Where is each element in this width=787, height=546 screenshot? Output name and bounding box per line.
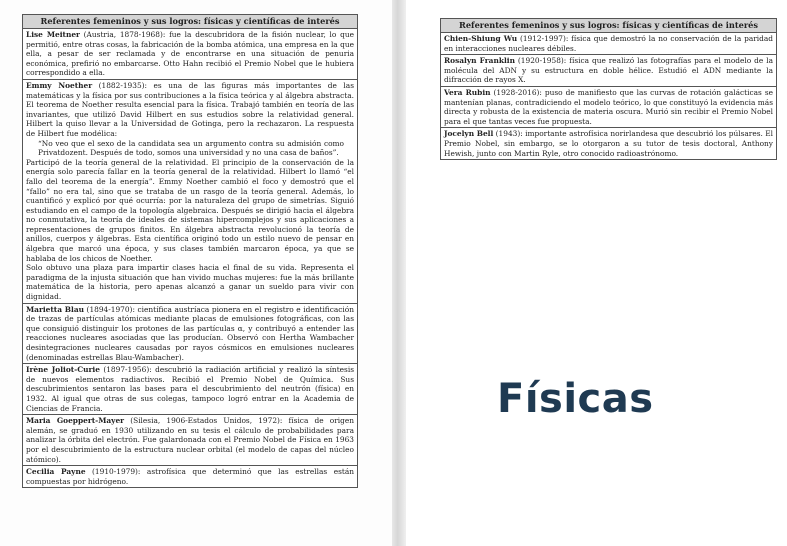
table-row xyxy=(23,466,357,487)
table-row xyxy=(23,80,357,304)
row-text: (1943): importante astrofísica norirlandesa que descubrió los púlsares. El Premio Nobel, sin embargo, se lo otorgaron a su tutor de tesis doctoral, Anthony Hewish, junto con Martin Ryle, otro conocido radioastrónomo. xyxy=(444,129,773,158)
table-row xyxy=(441,128,776,159)
table-right xyxy=(440,18,777,160)
table-row xyxy=(23,304,357,365)
section-title: Físicas xyxy=(497,376,654,422)
row-quote: “No veo que el sexo de la candidata sea un argumento contra su admisión como Privatdozent. Después de todo, somos una universidad y no una casa de baños”. xyxy=(38,138,344,158)
table-row xyxy=(441,55,776,87)
row-text: (Austria, 1878-1968): fue la descubridora de la fisión nuclear, lo que permitió, entre otras cosas, la fabricación de la bomba atómica, una empresa en la que ella, a pesar de ser reclamada y de encontrarse en una situación de penuria económica, prefirió no embarcarse. Otto Hahn recibió el Premio Nobel que le hubiera correspondido a ella. xyxy=(26,30,354,78)
table-row xyxy=(441,87,776,128)
row-name: Lise Meitner xyxy=(26,30,80,39)
row-text: (1920-1958): física que realizó las fotografías para el modelo de la molécula del ADN y su estructura en doble hélice. Estudió el ADN mediante la difracción de rayos X. xyxy=(444,56,773,85)
row-name: Irène Joliot-Curie xyxy=(26,365,100,375)
row-name: Vera Rubin xyxy=(444,87,491,97)
book-gutter xyxy=(392,0,406,546)
row-text: (1928-2016): puso de manifiesto que las curvas de rotación galácticas se mantenían planas, contradiciendo el modelo teórico, lo que constituyó la evidencia más directa y robusta de la existencia de materia oscura. Murió sin recibir el Premio Nobel para el que tantas veces fue propuesta. xyxy=(444,87,773,126)
table-title: Referentes femeninos y sus logros: físicas y científicas de interés xyxy=(23,15,357,29)
row-name: Cecilia Payne xyxy=(26,467,86,477)
row-text: (1882-1935): es una de las figuras más importantes de las matemáticas y la física por sus contribuciones a la física teórica y al álgebra abstracta. El teorema de Noether resulta esencial para la física. Trabajó también en teoría de las invariantes, que utilizó David Hilbert en sus estudios sobre la relatividad general. Hilbert la quiso llevar a la Universidad de Gotinga, pero la rechazaron. La respuesta de Hilbert fue modélica: xyxy=(26,80,354,138)
row-text: (Silesia, 1906-Estados Unidos, 1972): física de origen alemán, se graduó en 1930 utilizando en su tesis el cálculo de probabilidades para analizar la órbita del electrón. Fue galardonada con el Premio Nobel de Física en 1963 por el descubrimiento de la estructura nuclear orbital (el modelo de capas del núcleo atómico). xyxy=(26,416,355,464)
row-name: Emmy Noether xyxy=(26,80,93,90)
table-row xyxy=(23,29,357,80)
row-text: (1912-1997): física que demostró la no conservación de la paridad en interacciones nucleares débiles. xyxy=(444,34,774,53)
row-continuation: Participó de la teoría general de la relatividad. El principio de la conservación de la energía solo parecía fallar en la teoría general de la relatividad. Hilbert lo llamó “el fallo del teorema de la energía”. Emmy Noether cambió el foco y demostró que el “fallo” no era tal, sino que se trataba de un rasgo de la teoría general. Además, lo cuantificó y explicó por qué ocurría: por la naturaleza del grupo de simetrías. Siguió estudiando en el campo de la topología algebraica. Después se dirigió hacia el álgebra no conmutativa, la teoría de ideales de sistemas hipercomplejos y sus aplicaciones a representaciones de grupos finitos. En álgebra abstracta revolucionó la teoría de anillos, cuerpos y álgebras. Esta científica originó todo un estilo nuevo de pensar en álgebra que marcó una época, y sus clases también marcaron época, ya que se hablaba de los chicos de Noether. xyxy=(26,157,354,263)
row-name: Marietta Blau xyxy=(26,304,84,314)
row-text: (1910-1979): astrofísica que determinó que las estrellas están compuestas por hidrógeno. xyxy=(26,467,354,486)
row-continuation: Solo obtuvo una plaza para impartir clases hacia el final de su vida. Representa el paradigma de la injusta situación que han vivido muchas mujeres: fue la más brillante matemática de la historia, pero apenas alcanzó a ganar un sueldo para vivir con dignidad. xyxy=(26,263,354,302)
table-row xyxy=(23,364,357,415)
table-row xyxy=(441,33,776,55)
table-row xyxy=(23,415,357,466)
row-name: Chien-Shiung Wu xyxy=(444,34,518,43)
table-title: Referentes femeninos y sus logros: físicas y científicas de interés xyxy=(441,19,776,33)
table-left xyxy=(22,14,358,488)
row-name: Maria Goeppert-Mayer xyxy=(26,416,125,426)
row-text: (1894-1970): científica austríaca pionera en el registro e identificación de trazas de partículas atómicas mediante placas de emulsiones fotográficas, con las que consiguió distinguir los protones de las partículas α, y contribuyó a entender las reacciones nucleares asociadas que las producían. Observó con Hertha Wambacher desintegraciones nucleares causadas por rayos cósmicos en emulsiones nucleares (denominadas estrellas Blau-Wambacher). xyxy=(26,304,354,362)
row-text: (1897-1956): descubrió la radiación artificial y realizó la síntesis de nuevos elementos radiactivos. Recibió el Premio Nobel de Química. Sus descubrimientos sentaron las bases para el descubrimiento del neutrón (física) en 1932. Al igual que otras de sus colegas, tampoco logró entrar en la Academia de Ciencias de Francia. xyxy=(26,365,354,413)
row-name: Jocelyn Bell xyxy=(444,129,494,139)
row-name: Rosalyn Franklin xyxy=(444,56,515,66)
